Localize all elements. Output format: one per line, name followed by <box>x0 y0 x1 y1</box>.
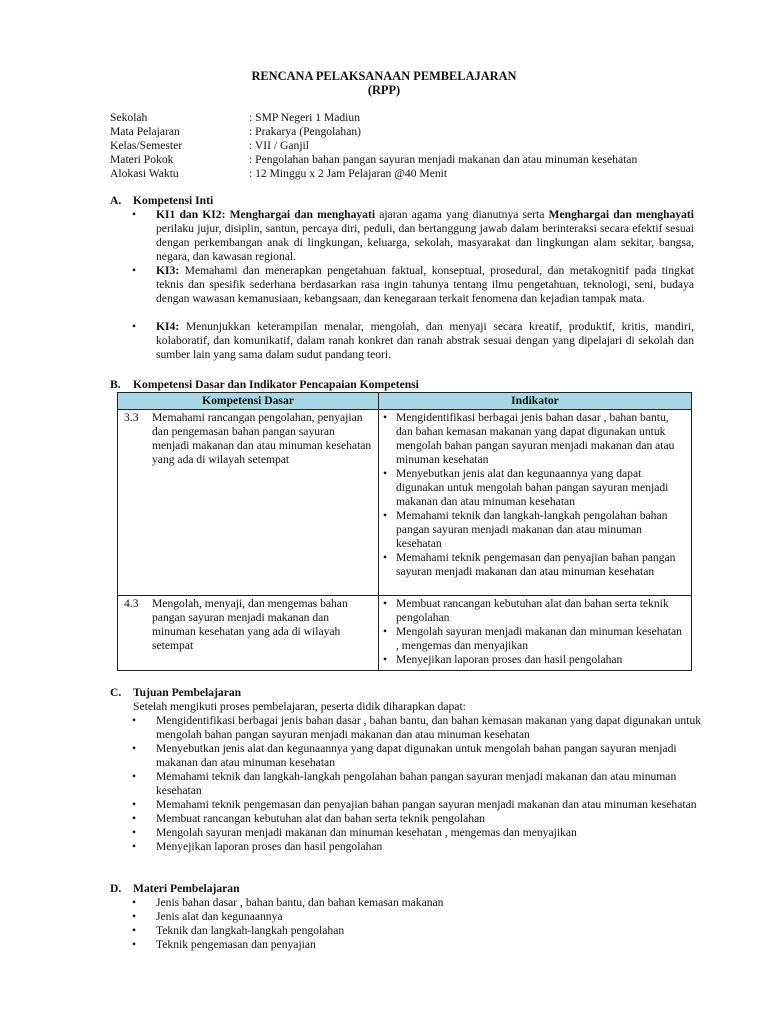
tujuan-text: Menyejikan laporan proses dan hasil pengolahan <box>156 840 383 853</box>
list-item <box>132 798 702 812</box>
bullet-icon: • <box>132 714 137 727</box>
kompetensi-table <box>117 392 692 671</box>
section-a-heading <box>110 194 213 208</box>
materi-text: Teknik dan langkah-langkah pengolahan <box>156 924 345 937</box>
indicator-list <box>383 597 687 667</box>
materi-text: Jenis bahan dasar , bahan bantu, dan bahan kemasan makanan <box>156 896 444 909</box>
section-letter: B. <box>110 378 121 391</box>
list-item <box>383 625 687 653</box>
tujuan-list <box>132 714 702 854</box>
materi-text: Jenis alat dan kegunaannya <box>156 910 283 923</box>
materi-text: Teknik pengemasan dan penyajian <box>156 938 316 951</box>
list-item <box>132 826 702 840</box>
bullet-icon: • <box>132 910 137 923</box>
bullet-icon: • <box>132 938 137 951</box>
kd-number: 3.3 <box>124 411 139 424</box>
bullet-icon: • <box>132 826 137 839</box>
kd-text: Mengolah, menyaji, dan mengemas bahan pangan sayuran menjadi makanan dan minuman kesehatan yang ada di wilayah setempat <box>152 597 348 652</box>
section-letter: A. <box>110 194 122 207</box>
bullet-icon: • <box>132 742 137 755</box>
bullet-icon: • <box>383 653 388 666</box>
indicator-text: Membuat rancangan kebutuhan alat dan bahan serta teknik pengolahan <box>396 597 669 624</box>
bullet-icon: • <box>383 551 388 564</box>
indicator-text: Menyebutkan jenis alat dan kegunaannya yang dapat digunakan untuk mengolah bahan pangan sayuran menjadi makanan dan atau minuman kesehatan <box>396 467 669 508</box>
tujuan-text: Memahami teknik dan langkah-langkah pengolahan bahan pangan sayuran menjadi makanan dan atau minuman kesehatan <box>156 770 677 797</box>
bullet-icon: • <box>383 411 388 424</box>
list-item <box>383 597 687 625</box>
section-title: Tujuan Pembelajaran <box>133 686 242 699</box>
bullet-icon: • <box>383 509 388 522</box>
identity-value: : Prakarya (Pengolahan) <box>249 125 362 138</box>
document-title: RENCANA PELAKSANAAN PEMBELAJARAN <box>251 69 517 83</box>
bullet-icon: • <box>383 597 388 610</box>
tujuan-intro: Setelah mengikuti proses pembelajaran, peserta didik diharapkan dapat: <box>133 700 466 713</box>
kd-content <box>122 411 374 467</box>
column-header-indikator: Indikator <box>379 393 692 410</box>
tujuan-text: Memahami teknik pengemasan dan penyajian bahan pangan sayuran menjadi makanan dan atau minuman kesehatan <box>156 798 697 811</box>
indicator-list <box>383 411 687 579</box>
kd-text: Memahami rancangan pengolahan, penyajian dan pengemasan bahan pangan sayuran menjadi makanan dan atau minuman kesehatan yang ada di wilayah setempat <box>152 411 372 466</box>
section-d-heading <box>110 882 240 896</box>
kompetensi-inti-list <box>132 208 694 362</box>
indicator-text: Mengidentifikasi berbagai jenis bahan dasar , bahan bantu, dan bahan kemasan makanan yang dapat digunakan untuk mengolah bahan pangan sayuran menjadi makanan dan atau minuman kesehatan <box>396 411 675 466</box>
identity-label: Sekolah <box>110 111 148 124</box>
identity-value: : Pengolahan bahan pangan sayuran menjadi makanan dan atau minuman kesehatan <box>249 153 638 166</box>
section-letter: C. <box>110 686 122 699</box>
identity-label: Kelas/Semester <box>110 139 183 152</box>
ki-text: ajaran agama yang dianutnya serta <box>375 208 549 221</box>
bullet-icon: • <box>132 812 137 825</box>
table-header-row <box>118 393 692 410</box>
bullet-icon: • <box>132 798 137 811</box>
list-item <box>132 896 702 910</box>
identity-label: Materi Pokok <box>110 153 174 166</box>
section-title: Kompetensi Inti <box>133 194 214 207</box>
bullet-icon: • <box>132 840 137 853</box>
tujuan-text: Mengolah sayuran menjadi makanan dan minuman kesehatan , mengemas dan menyajikan <box>156 826 577 839</box>
list-item <box>132 770 702 798</box>
tujuan-text: Menyebutkan jenis alat dan kegunaannya yang dapat digunakan untuk mengolah bahan pangan sayuran menjadi makanan dan atau minuman kesehatan <box>156 742 677 769</box>
ki-text: Memahami dan menerapkan pengetahuan faktual, konseptual, prosedural, dan metakognitif pada tingkat teknis dan spesifik sederhana berdasarkan rasa ingin tahunya tentang ilmu pengetahuan, teknologi, seni, budaya dengan wawasan kemanusiaan, kebangsaan, dan kenegaraan terkait fenomena dan kejadian tampak mata. <box>156 264 694 305</box>
indicator-text: Menyejikan laporan proses dan hasil pengolahan <box>396 653 623 666</box>
table-row <box>118 596 692 671</box>
column-header-kd: Kompetensi Dasar <box>118 393 379 410</box>
bullet-icon: • <box>383 467 388 480</box>
kd-content <box>122 597 374 653</box>
identity-value: : SMP Negeri 1 Madiun <box>249 111 360 124</box>
ki-text: perilaku jujur, disiplin, santun, percaya diri, peduli, dan bertanggung jawab dalam berinteraksi secara efektif sesuai dengan perkembangan anak di lingkungan, keluarga, sekolah, masyarakat dan lingkungan alam sekitar, bangsa, negara, dan kawasan regional. <box>156 222 694 263</box>
section-c-heading <box>110 686 241 700</box>
identity-value: : VII / Ganjil <box>249 139 310 152</box>
list-item <box>383 551 687 579</box>
ki-text: Menunjukkan keterampilan menalar, mengolah, dan menyaji secara kreatif, produktif, kritis, mandiri, kolaboratif, dan komunikatif, dalam ranah konkret dan ranah abstrak sesuai dengan yang dipelajari di sekolah dan sumber lain yang sama dalam sudut pandang teori. <box>156 320 694 361</box>
tujuan-text: Mengidentifikasi berbagai jenis bahan dasar , bahan bantu, dan bahan kemasan makanan yang dapat digunakan untuk mengolah bahan pangan sayuran menjadi makanan dan atau minuman kesehatan <box>156 714 702 741</box>
indicator-cell <box>379 596 692 671</box>
identity-label: Alokasi Waktu <box>110 167 179 180</box>
list-item <box>132 320 694 362</box>
list-item <box>383 509 687 551</box>
ki-lead: KI1 dan KI2: Menghargai dan menghayati <box>156 208 376 221</box>
bullet-icon: • <box>132 896 137 909</box>
materi-list <box>132 896 702 952</box>
bullet-icon: • <box>132 924 137 937</box>
tujuan-text: Membuat rancangan kebutuhan alat dan bahan serta teknik pengolahan <box>156 812 486 825</box>
identity-label: Mata Pelajaran <box>110 125 180 138</box>
list-item <box>132 840 702 854</box>
indicator-text: Memahami teknik dan langkah-langkah pengolahan bahan pangan sayuran menjadi makanan dan atau minuman kesehatan <box>396 509 668 550</box>
kd-number: 4.3 <box>124 597 139 610</box>
list-item <box>132 264 694 320</box>
section-title: Kompetensi Dasar dan Indikator Pencapaian Kompetensi <box>133 378 419 391</box>
kd-cell <box>118 596 379 671</box>
bullet-icon: • <box>132 208 137 221</box>
identity-value: : 12 Minggu x 2 Jam Pelajaran @40 Menit <box>249 167 448 180</box>
ki-lead: KI4: <box>156 320 180 333</box>
list-item <box>132 924 702 938</box>
section-letter: D. <box>110 882 122 895</box>
document-subtitle: (RPP) <box>367 83 401 97</box>
bullet-icon: • <box>132 770 137 783</box>
list-item <box>132 938 702 952</box>
list-item <box>383 653 687 667</box>
ki-bold: Menghargai dan menghayati <box>548 208 695 221</box>
indicator-cell <box>379 410 692 596</box>
table-row <box>118 410 692 596</box>
section-title: Materi Pembelajaran <box>133 882 240 895</box>
list-item <box>383 467 687 509</box>
bullet-icon: • <box>383 625 388 638</box>
bullet-icon: • <box>132 320 137 333</box>
section-b-heading <box>110 378 419 392</box>
list-item <box>132 742 702 770</box>
list-item <box>132 812 702 826</box>
list-item <box>383 411 687 467</box>
bullet-icon: • <box>132 264 137 277</box>
ki-lead: KI3: <box>156 264 180 277</box>
indicator-text: Mengolah sayuran menjadi makanan dan minuman kesehatan , mengemas dan menyajikan <box>396 625 682 652</box>
indicator-text: Memahami teknik pengemasan dan penyajian bahan pangan sayuran menjadi makanan dan atau minuman kesehatan <box>396 551 676 578</box>
list-item <box>132 208 694 264</box>
list-item <box>132 910 702 924</box>
list-item <box>132 714 702 742</box>
kd-cell <box>118 410 379 596</box>
